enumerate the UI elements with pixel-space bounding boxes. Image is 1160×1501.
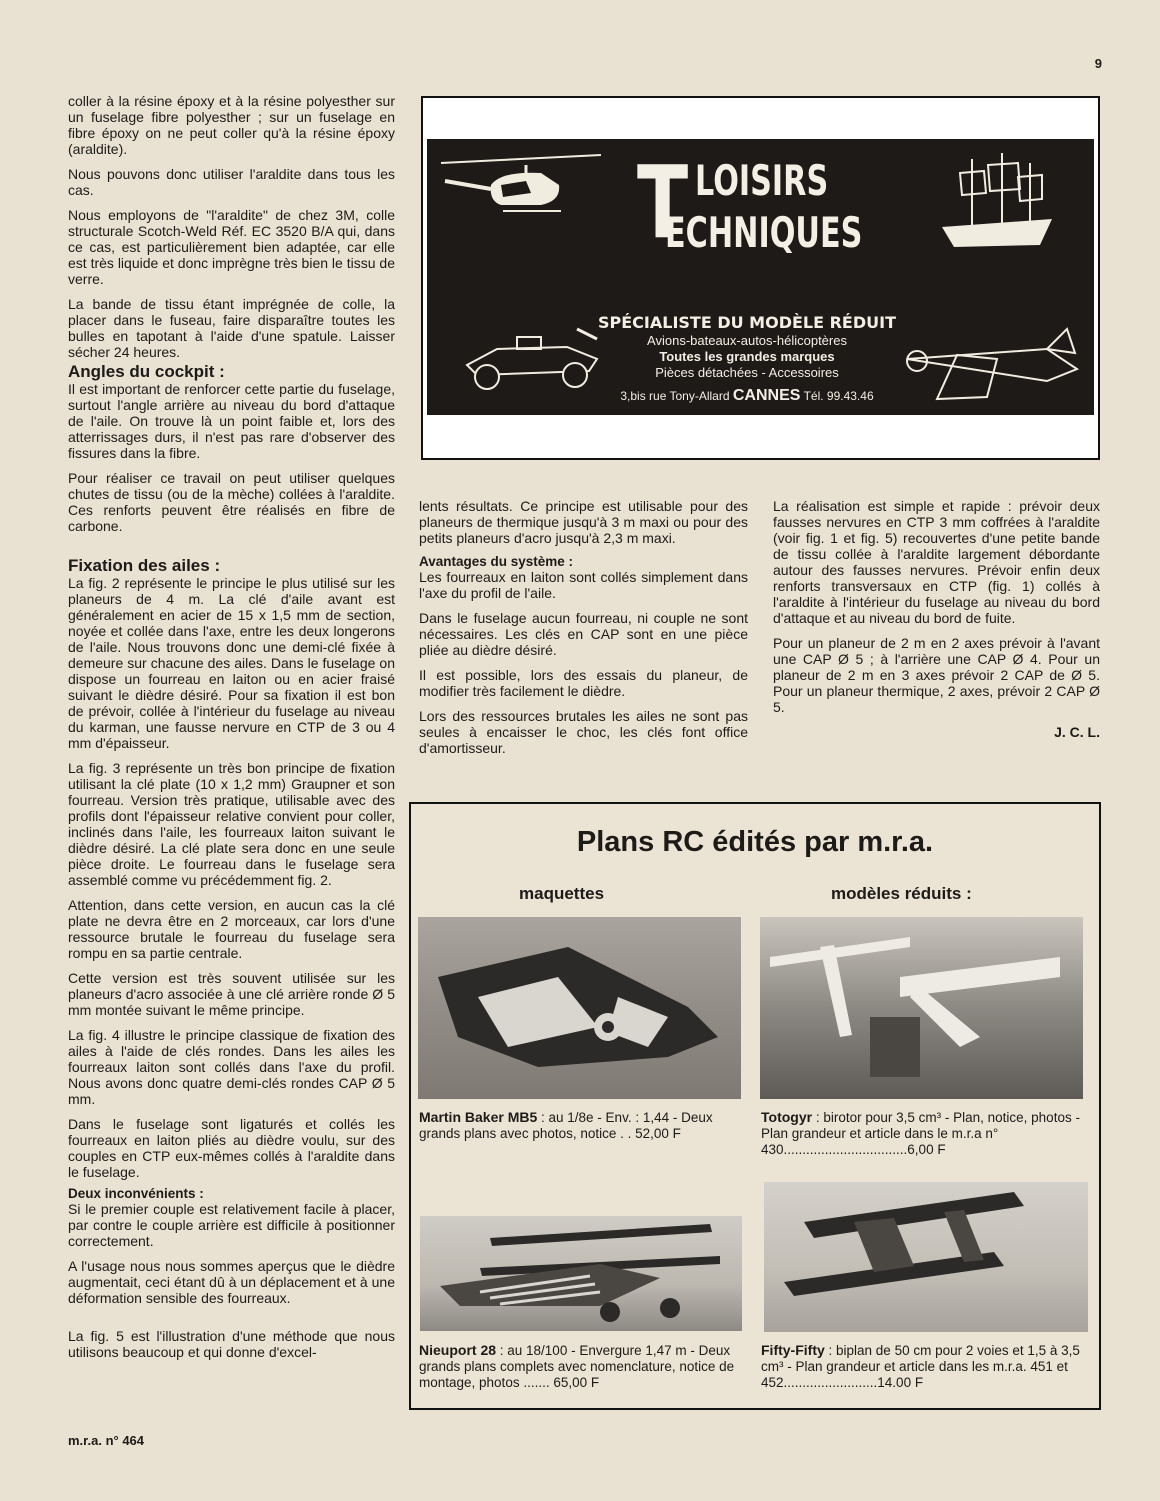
- ship-icon: [932, 149, 1062, 259]
- ad-tel: Tél. 99.43.46: [803, 389, 874, 403]
- item-name: Fifty-Fifty: [761, 1342, 825, 1358]
- ad-address-line: [577, 387, 917, 405]
- ad-avions: Avions-bateaux-autos-hélicoptères: [647, 333, 847, 348]
- item-name: Martin Baker MB5: [419, 1109, 538, 1125]
- paragraph: Attention, dans cette version, en aucun cas la clé plate ne devra être en 2 morceaux, car lors d'une ressource brutale le fourreau du fuselage sera rompu en sa partie centrale.: [68, 897, 395, 961]
- plans-title: Plans RC édités par m.r.a.: [576, 826, 934, 858]
- paragraph: La fig. 4 illustre le principe classique de fixation des ailes à l'aide de clés rondes. Dans les ailes les fourreaux laiton sont collés dans l'axe du profil. Nous avons donc quatre demi-clés rondes CAP Ø 5 mm.: [68, 1027, 395, 1107]
- item-text: : au 18/100 - Envergure 1,47 m - Deux grands plans complets avec nomenclature, notice de montage, photos ....... 65,00 F: [419, 1343, 735, 1390]
- maquettes-label: maquettes: [519, 884, 605, 903]
- logo-t: T: [637, 144, 689, 261]
- signature: J. C. L.: [1054, 724, 1100, 740]
- paragraph: Dans le fuselage sont ligaturés et collés les fourreaux en laiton pliés au dièdre voulu, sur des couples en CTP eux-mêmes collés à l'araldite dans le fuselage.: [68, 1116, 395, 1180]
- paragraph: coller à la résine époxy et à la résine polyesther sur un fuselage fibre polyesther ; sur un fuselage en fibre époxy on ne peut coller qu'à la résine époxy (araldite).: [68, 93, 395, 157]
- paragraph: lents résultats. Ce principe est utilisable pour des planeurs de thermique jusqu'à 3 m maxi ou pour des petits planeurs d'acro jusqu'à 2,3 m maxi.: [419, 498, 748, 546]
- paragraph: La fig. 2 représente le principe le plus utilisé sur les planeurs de 4 m. La clé d'aile avant est généralement en acier de 15 x 1,5 mm de section, noyée et collée dans l'axe, entre les deux longerons de l'aile. Nous trouvons donc une demi-clé fixée à demeure sur chacune des ailes. Dans le fuselage on dispose un fourreau en laiton ou en acier fraisé suivant le dièdre désiré. Pour sa fixation il est bon de prévoir, collée à l'intérieur du fuselage au niveau du karman, une fausse nervure en CTP de 3 ou 4 mm d'épaisseur.: [68, 575, 395, 751]
- modeles-reduits-label: modèles réduits :: [831, 884, 972, 903]
- caption-fifty-fifty: [761, 1342, 1091, 1391]
- caption-totogyr: [761, 1109, 1091, 1158]
- ad-loisirs-techniques: [421, 96, 1100, 460]
- ad-marques: Toutes les grandes marques: [659, 349, 835, 364]
- column-2: [419, 498, 748, 765]
- plans-box: [409, 802, 1101, 1410]
- paragraph: Il est important de renforcer cette partie du fuselage, surtout l'angle arrière au niveau du bord d'attaque de l'aile. On trouve là un point faible et, lors des atterrissages durs, il n'est pas rare d'observer des fissures dans la fibre.: [68, 381, 395, 461]
- ad-address: 3,bis rue Tony-Allard: [620, 389, 730, 403]
- caption-martin-baker: [419, 1109, 745, 1142]
- paragraph: Pour un planeur de 2 m en 2 axes prévoir à l'avant une CAP Ø 5 ; à l'arrière une CAP Ø 4. Pour un planeur de 2 m en 3 axes prévoir 2 CAP de Ø 5. Pour un planeur thermique, 2 axes, prévoir 2 CAP Ø 5.: [773, 635, 1100, 715]
- column-3: [773, 498, 1100, 740]
- paragraph: Pour réaliser ce travail on peut utiliser quelques chutes de tissu (ou de la mèche) collées à l'araldite. Ces renforts peuvent être réalisés en fibre de carbone.: [68, 470, 395, 534]
- ad-text: [577, 313, 917, 405]
- item-text: : biplan de 50 cm pour 2 voies et 1,5 à 3,5 cm³ - Plan grandeur et article dans les m.r.a. 451 et 452.........................14.00 F: [761, 1343, 1080, 1390]
- footer-issue: m.r.a. n° 464: [68, 1433, 145, 1448]
- photo-fifty-fifty: [764, 1182, 1088, 1332]
- airplane-icon: [897, 319, 1087, 409]
- paragraph: La bande de tissu étant imprégnée de colle, la placer dans le fuseau, faire disparaître toutes les bulles en tapotant à l'aide d'une spatule. Laisser sécher 24 heures.: [68, 296, 395, 360]
- heading-inconvenients: Deux inconvénients :: [68, 1186, 204, 1201]
- logo-line2: ECHNIQUES: [665, 208, 863, 257]
- heading-fixation: Fixation des ailes :: [68, 556, 221, 575]
- photo-nieuport: [420, 1216, 742, 1331]
- item-text: : au 1/8e - Env. : 1,44 - Deux grands plans avec photos, notice . . 52,00 F: [419, 1110, 713, 1141]
- paragraph: Cette version est très souvent utilisée sur les planeurs d'acro associée à une clé arrière ronde Ø 5 mm montée suivant le même principe.: [68, 970, 395, 1018]
- item-name: Nieuport 28: [419, 1342, 497, 1358]
- logo-line1: LOISIRS: [695, 156, 829, 205]
- paragraph: Nous pouvons donc utiliser l'araldite dans tous les cas.: [68, 166, 395, 198]
- heading-cockpit: Angles du cockpit :: [68, 362, 225, 381]
- paragraph: Les fourreaux en laiton sont collés simplement dans l'axe du profil de l'aile.: [419, 569, 748, 601]
- page-number: 9: [1094, 56, 1102, 71]
- helicopter-icon: [431, 145, 611, 245]
- paragraph: Dans le fuselage aucun fourreau, ni couple ne sont nécessaires. Les clés en CAP sont en une pièce pliée au dièdre désiré.: [419, 610, 748, 658]
- paragraph: Nous employons de "l'araldite" de chez 3M, colle structurale Scotch-Weld Réf. EC 3520 B/A qui, dans ce cas, est particulièrement bien adaptée, car elle est très liquide et donc imprègne très bien le tissu de verre.: [68, 207, 395, 287]
- paragraph: La réalisation est simple et rapide : prévoir deux fausses nervures en CTP 3 mm coffrées à l'araldite (voir fig. 1 et fig. 5) recouvertes d'une petite bande de tissu collée à l'araldite largement débordante autour des fausses nervures. Prévoir enfin deux renforts transversaux en CTP (fig. 1) collés à l'araldite à l'intérieur du fuselage au niveau du bord d'attaque et au niveau du bord de fuite.: [773, 498, 1100, 626]
- column-1: [68, 93, 395, 1369]
- paragraph: La fig. 5 est l'illustration d'une méthode que nous utilisons beaucoup et qui donne d'excel-: [68, 1328, 395, 1360]
- item-name: Totogyr: [761, 1109, 813, 1125]
- ad-city: CANNES: [732, 387, 801, 404]
- ad-banner: [427, 139, 1094, 415]
- paragraph: Si le premier couple est relativement facile à placer, par contre le couple arrière est difficile à positionner correctement.: [68, 1201, 395, 1249]
- ad-specialiste: SPÉCIALISTE DU MODÈLE RÉDUIT: [597, 313, 896, 332]
- item-text: : birotor pour 3,5 cm³ - Plan, notice, photos - Plan grandeur et article dans le m.r.a n° 430.................................6,00 F: [761, 1110, 1080, 1157]
- paragraph: Lors des ressources brutales les ailes ne sont pas seules à encaisser le choc, les clés font office d'amortisseur.: [419, 708, 748, 756]
- caption-nieuport: [419, 1342, 753, 1391]
- ad-pieces: Pièces détachées - Accessoires: [655, 365, 839, 380]
- paragraph: La fig. 3 représente un très bon principe de fixation utilisant la clé plate (10 x 1,2 mm) Graupner et son fourreau. Version très pratique, utilisable avec des profils dont l'épaisseur relative convient pour coller, inclinés dans l'aile, les fourreaux laiton suivant le dièdre désiré. La clé plate sera donc en une seule pièce droite. Le fourreau dans le fuselage sera assemblé comme vu précédemment fig. 2.: [68, 760, 395, 888]
- heading-avantages: Avantages du système :: [419, 554, 574, 569]
- photo-martin-baker: [418, 917, 741, 1099]
- paragraph: Il est possible, lors des essais du planeur, de modifier très facilement le dièdre.: [419, 667, 748, 699]
- paragraph: A l'usage nous nous sommes aperçus que le dièdre augmentait, ceci étant dû à un déplacement et à une déformation sensible des fourreaux.: [68, 1258, 395, 1306]
- photo-totogyr: [760, 917, 1083, 1099]
